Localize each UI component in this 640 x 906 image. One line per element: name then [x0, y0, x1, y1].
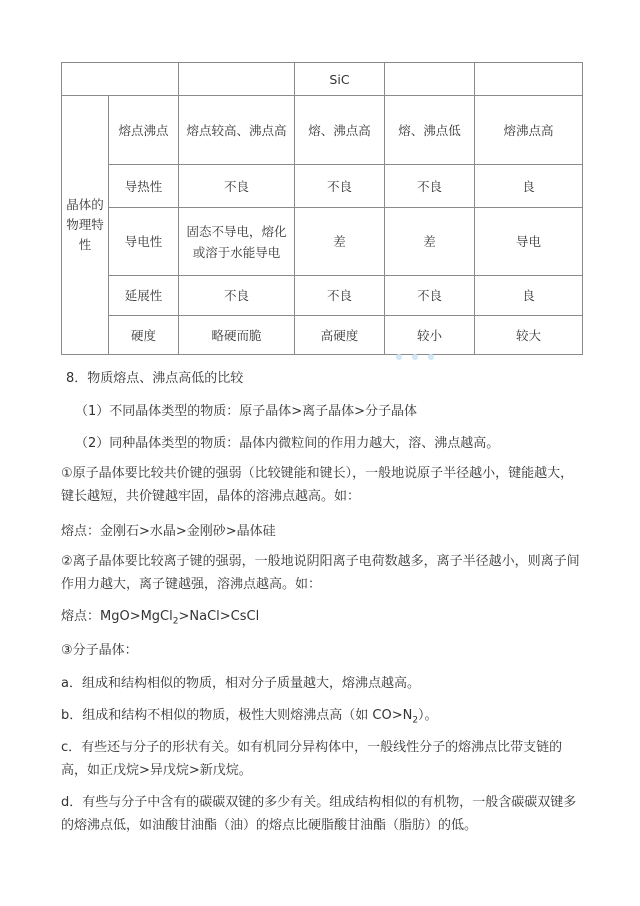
atomic-example: 熔点：金刚石>水晶>金刚砂>晶体硅 — [61, 524, 276, 539]
group-label-cell — [62, 96, 109, 355]
ionic-example-suffix: >NaCl>CsCl — [178, 609, 260, 624]
property-name: 延展性 — [109, 276, 179, 316]
molecular-heading: ③分子晶体： — [61, 643, 138, 658]
table-cell: 差 — [385, 208, 475, 276]
table-cell: 导电 — [475, 208, 583, 276]
crystal-properties-table — [61, 62, 583, 355]
ionic-crystal-text: ②离子晶体要比较离子键的强弱，一般地说阴阳离子电荷数越多，离子半径越小，则离子间作用力越大，离子键越强，溶沸点越高。如： — [61, 554, 580, 592]
table-header-row — [62, 63, 583, 96]
conductivity-text: 固态不导电，熔化或溶于水能导电 — [186, 223, 287, 260]
table-cell: 不良 — [179, 276, 295, 316]
rule-a: a．组成和结构相似的物质，相对分子质量越大，熔沸点越高。 — [61, 676, 420, 691]
table-cell: 不良 — [295, 276, 385, 316]
table-cell: 熔点较高、沸点高 — [179, 96, 295, 165]
table-cell: 不良 — [295, 165, 385, 208]
property-name: 熔点沸点 — [109, 96, 179, 165]
table-row — [62, 316, 583, 355]
rule-c: c．有些还与分子的形状有关。如有机同分异构体中，一般线性分子的熔沸点比带支链的高，如正戊烷>异戊烷>新戊烷。 — [61, 740, 563, 778]
rule-b — [61, 706, 438, 731]
table-cell: SiC — [295, 63, 385, 96]
property-name: 导热性 — [109, 165, 179, 208]
table-cell: 熔、沸点高 — [295, 96, 385, 165]
rule-d: d．有些与分子中含有的碳碳双键的多少有关。组成结构相似的有机物，一般含碳碳双键多的熔沸点低，如油酸甘油酯（油）的熔点比硬脂酸甘油酯（脂肪）的低。 — [61, 795, 577, 833]
table-cell — [179, 208, 295, 276]
table-cell: 熔、沸点低 — [385, 96, 475, 165]
subscript: 2 — [412, 715, 419, 726]
table-cell: 略硬而脆 — [179, 316, 295, 355]
subscript: 2 — [172, 616, 179, 627]
table-cell: 不良 — [179, 165, 295, 208]
ionic-example — [61, 607, 259, 632]
group-label: 晶体的物理特性 — [66, 197, 104, 252]
table-cell: 良 — [475, 276, 583, 316]
table-cell: 高硬度 — [295, 316, 385, 355]
paragraph-2: （2）同种晶体类型的物质：晶体内微粒间的作用力越大，溶、沸点越高。 — [75, 436, 500, 451]
table-cell: 熔沸点高 — [475, 96, 583, 165]
atomic-crystal-text: ①原子晶体要比较共价键的强弱（比较键能和键长），一般地说原子半径越小，键能越大，键长越短，共价键越牢固，晶体的溶沸点越高。如： — [61, 466, 574, 504]
table-row — [62, 165, 583, 208]
property-name: 硬度 — [109, 316, 179, 355]
table-cell: 不良 — [385, 165, 475, 208]
table-cell: 较小 — [385, 316, 475, 355]
table-cell — [475, 63, 583, 96]
table-row — [62, 276, 583, 316]
table-cell — [385, 63, 475, 96]
table-cell — [62, 63, 179, 96]
table-cell: 较大 — [475, 316, 583, 355]
table-cell: 不良 — [385, 276, 475, 316]
watermark-mark-icon — [393, 352, 437, 362]
rule-b-prefix: b．组成和结构不相似的物质，极性大则熔沸点高（如 CO>N — [61, 708, 413, 723]
ionic-example-prefix: 熔点：MgO>MgCl — [61, 609, 173, 624]
table-cell: 差 — [295, 208, 385, 276]
rule-b-suffix: ）。 — [418, 708, 438, 723]
table-cell: 良 — [475, 165, 583, 208]
table-cell — [179, 63, 295, 96]
section-heading: 8．物质熔点、沸点高低的比较 — [66, 371, 244, 386]
table-row — [62, 208, 583, 276]
paragraph-1: （1）不同晶体类型的物质：原子晶体>离子晶体>分子晶体 — [75, 404, 418, 419]
table-row — [62, 96, 583, 165]
property-name: 导电性 — [109, 208, 179, 276]
